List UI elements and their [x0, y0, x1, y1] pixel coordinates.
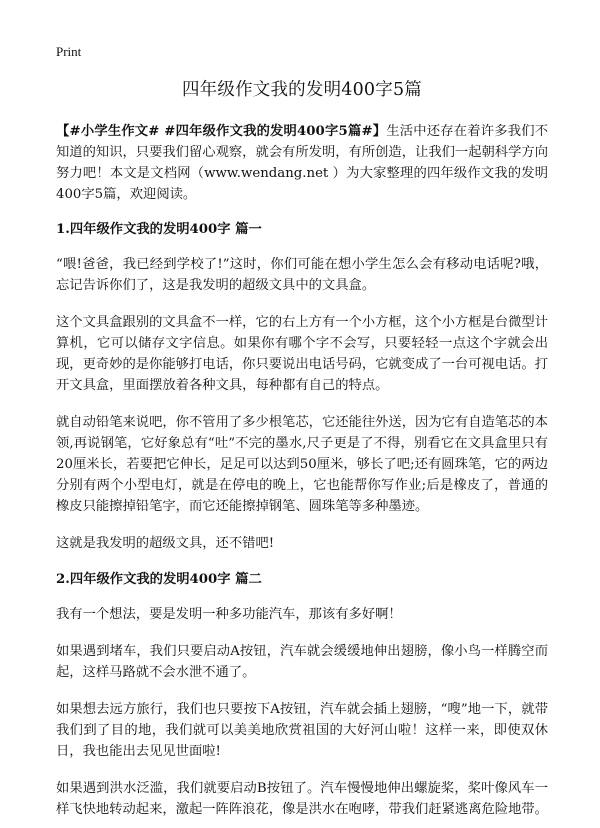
section-1-paragraph-4: 这就是我发明的超级文具，还不错吧!	[56, 536, 275, 551]
section-2-paragraph-3: 如果想去远方旅行，我们也只要按下A按钮，汽车就会插上翅膀，“嗖”地一下，就带我们到了目的地，我们就可以美美地欣赏祖国的大好河山啦！这样一来，即使双休日，我也能出去见见世面啦!	[56, 702, 548, 759]
section-1-paragraph-3: 就自动铅笔来说吧，你不管用了多少根笔芯，它还能往外送，因为它有自造笔芯的本领,再说钢笔，它好象总有“吐”不完的墨水,尺子更是了不得，别看它在文具盒里只有20厘米长，若要把它伸长，足足可以达到50厘米，够长了吧;还有圆珠笔，它的两边分别有两个小型电灯，就是在停电的晚上，它也能帮你写作业;后是橡皮了，普通的橡皮只能擦掉铅笔字，而它还能擦掉钢笔、圆珠笔等多种墨迹。	[56, 415, 548, 514]
intro-text: 生活中还存在着许多我们不知道的知识，只要我们留心观察，就会有所发明，有所创造，让我们一起朝科学方向努力吧！本文是文档网（www.wendang.net ）为大家整理的四年级作文我的发明400字5篇，欢迎阅读。	[56, 124, 549, 202]
page-title: 四年级作文我的发明400字5篇	[181, 80, 423, 100]
section-1-heading: 1.四年级作文我的发明400字 篇一	[56, 222, 262, 237]
print-label: Print	[56, 44, 82, 59]
section-2-paragraph-4: 如果遇到洪水泛滥，我们就要启动B按钮了。汽车慢慢地伸出螺旋桨，桨叶像风车一样飞快地转动起来，激起一阵阵浪花，像是洪水在咆哮，带我们赶紧逃离危险地带。	[56, 781, 548, 817]
section-1-paragraph-1: “喂!爸爸，我已经到学校了!”这时，你们可能在想小学生怎么会有移动电话呢?哦，忘记告诉你们了，这是我发明的超级文具中的文具盒。	[56, 257, 548, 293]
section-1-paragraph-2: 这个文具盒跟别的文具盒不一样，它的右上方有一个小方框，这个小方框是台微型计算机，它可以储存文字信息。如果你有哪个字不会写，只要轻轻一点这个字就会出现，更奇妙的是你能够打电话，你只要说出电话号码，它就变成了一台可视电话。打开文具盒，里面摆放着各种文具，每种都有自己的特点。	[56, 315, 548, 393]
section-2-paragraph-2: 如果遇到堵车，我们只要启动A按钮，汽车就会缓缓地伸出翅膀，像小鸟一样腾空而起，这样马路就不会水泄不通了。	[56, 644, 548, 680]
intro-paragraph	[56, 121, 548, 205]
section-1	[56, 220, 548, 554]
section-2-heading: 2.四年级作文我的发明400字 篇二	[56, 572, 262, 587]
intro-tags: 【#小学生作文# #四年级作文我的发明400字5篇#】	[56, 124, 387, 139]
section-2	[56, 570, 548, 820]
section-2-paragraph-1: 我有一个想法，要是发明一种多功能汽车，那该有多好啊！	[56, 607, 402, 622]
